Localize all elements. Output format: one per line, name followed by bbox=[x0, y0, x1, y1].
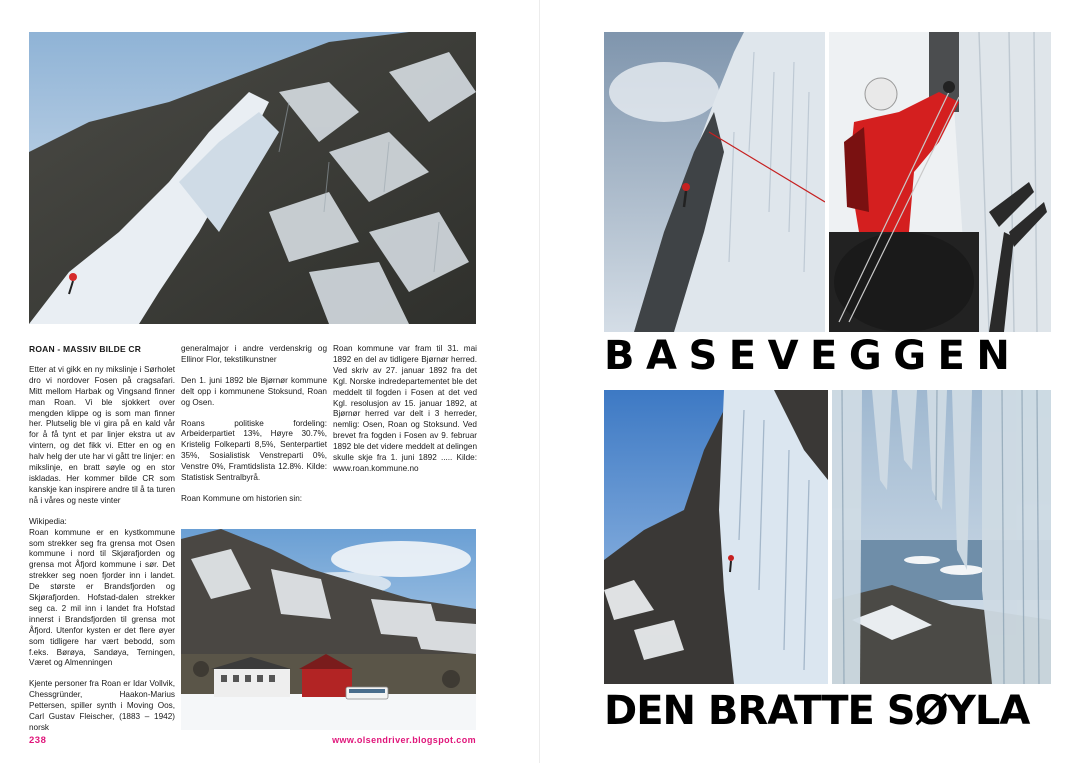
rock-face-ice-photo bbox=[29, 32, 476, 324]
page-number: 238 bbox=[29, 735, 47, 746]
text-column-3 bbox=[333, 344, 477, 485]
red-jacket-climber-photo bbox=[829, 32, 1051, 332]
history-paragraph: Roan kommune var fram til 31. mai 1892 en del av tidligere Bjørnør herred. Ved skriv av 27. januar 1892 fra det Kgl. Norske indredepartementet ble det meddelt til fogden i Fosen at det ved Kgl. resolusjon av 15. januar 1892, at Bjørnør herred var delt i 3 herreder, nemlig: Osen, Roan og Stoksund. Ved brevet fra fogden i Fosen av 9. februar 1892 ble det videre meddelt at delingen skulle skje fra 1. juni 1892 ..... Kilde: www.roan.kommune.no bbox=[333, 344, 477, 473]
ice-pillar-rock-photo bbox=[604, 390, 828, 684]
politics-paragraph: Roans politiske fordeling: Arbeiderpartiet 13%, Høyre 30.7%, Kristelig Folkeparti 8,5%, Senterpartiet 35%, Sosialistisk Venstreparti 0%, Venstre 0%, Framtidslista 12.8%. Kilde: Statistisk Sentralbyrå. bbox=[181, 418, 327, 483]
famous-people-paragraph: Kjente personer fra Roan er Idar Vollvik, Chessgründer, Haakon-Marius Pettersen, spiller synth i Moving Oos, Carl Gustav Fleischer, (1883 – 1942) norsk bbox=[29, 679, 175, 732]
farm-valley-photo bbox=[181, 529, 476, 730]
general-paragraph: generalmajor i andre verdenskrig og Ellinor Flor, tekstilkunstner bbox=[181, 344, 327, 364]
municipality-split-paragraph: Den 1. juni 1892 ble Bjørnør kommune delt opp i kommunene Stoksund, Roan og Osen. bbox=[181, 375, 327, 407]
section-heading: ROAN - MASSIV BILDE CR bbox=[29, 344, 142, 354]
intro-paragraph: Etter at vi gikk en ny mikslinje i Sørholet dro vi nordover Fosen på cragsafari. Mitt mellom Harbak og Vingsand finner man Roan. Vi ble sjokkert over mengden klippe og is som man finner her. Plutselig ble vi gira på en kald vår for å få tynt et par linjer ekstra ut av vintern, og det fikk vi. Etter en og en halv helg der ute har vi gått tre linjer: en mikslinje, en bratt søyle og en stor iskladas. Her kommer bilde CR som kanskje kan inspirere andre til å ta turen nå i våres og neste vinter bbox=[29, 364, 175, 505]
title-den-bratte-soyla: DEN BRATTE SØYLA bbox=[604, 688, 1030, 734]
blog-url: www.olsendriver.blogspot.com bbox=[332, 735, 476, 745]
right-page bbox=[540, 0, 1080, 763]
text-column-1 bbox=[29, 344, 175, 744]
wikipedia-paragraph: Wikipedia: Roan kommune er en kystkommune som strekker seg fra grensa mot Osen kommune i nord til Skjørafjorden og grensa mot Åfjord kommune i sør. Det strekker seg noen fjorder inn i landet. De største er Brandsfjorden og Skjørafjorden. Hofstad-dalen strekker seg ca. 2 mil inn i landet fra Hofstad innerst i Brandsfjorden til grensa mot Åfjord. Utenfor kysten er det flere øyer som tidligere har vært bebodd, som f.eks. Børøya, Sandøya, Terningen, Været og Almenningen bbox=[29, 516, 175, 668]
text-column-2 bbox=[181, 344, 327, 515]
ice-wall-climber-photo bbox=[604, 32, 825, 332]
history-intro-paragraph: Roan Kommune om historien sin: bbox=[181, 493, 303, 503]
icicles-fjord-view-photo bbox=[832, 390, 1051, 684]
title-baseveggen: BASEVEGGEN bbox=[604, 333, 1022, 379]
